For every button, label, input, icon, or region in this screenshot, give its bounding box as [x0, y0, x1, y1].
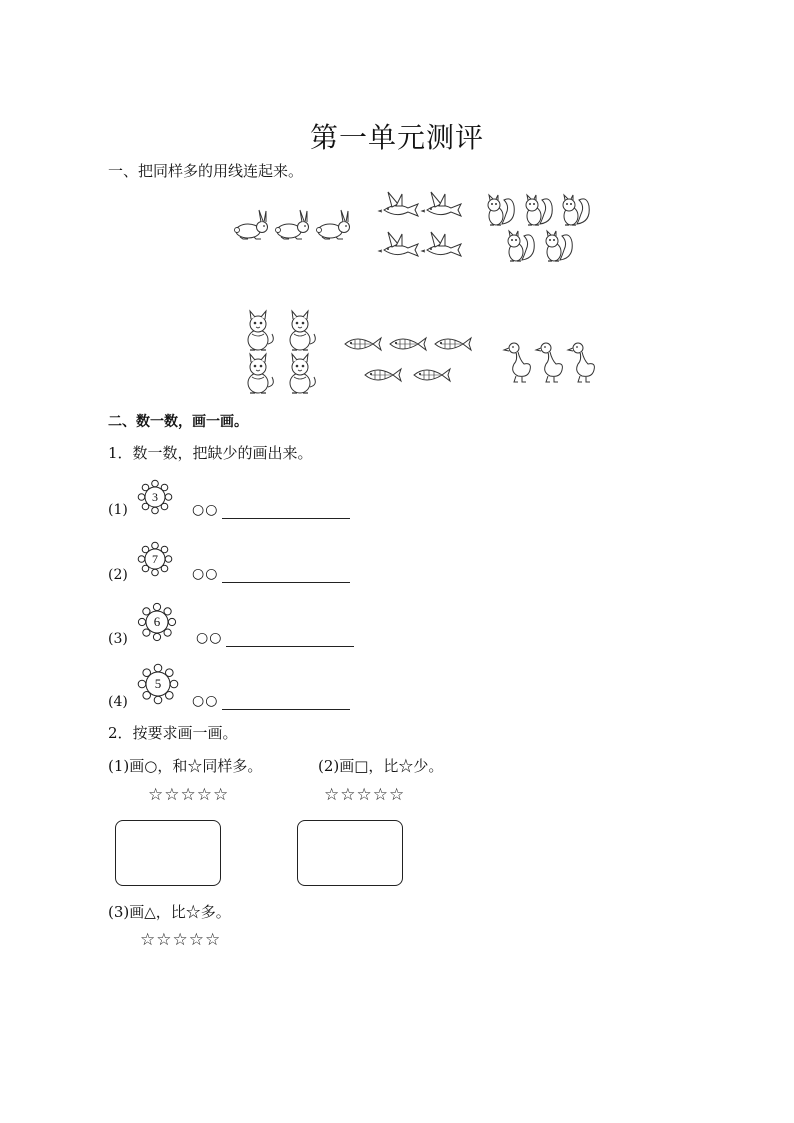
q2-part-1-label: (1)画○，和☆同样多。 — [108, 757, 263, 775]
flower-icon — [138, 664, 178, 704]
flower-number: 3 — [152, 490, 158, 504]
flower-icon — [138, 603, 176, 641]
q1-item-2-label: (2) — [108, 567, 128, 583]
flower-badge — [138, 603, 176, 645]
flower-number: 7 — [152, 552, 158, 566]
page-title: 第一单元测评 — [309, 121, 484, 154]
flower-badge — [138, 480, 172, 518]
stars-row: ☆☆☆☆☆ — [148, 785, 230, 805]
flower-number: 5 — [154, 676, 162, 691]
section1-heading: 一、把同样多的用线连起来。 — [108, 162, 304, 180]
flower-badge — [138, 542, 172, 580]
q2-instruction: 2．按要求画一画。 — [108, 724, 238, 742]
rabbit-group — [235, 210, 350, 239]
squirrel-group — [488, 195, 589, 261]
flower-number: 6 — [153, 614, 161, 629]
cat-group — [248, 311, 315, 393]
q1-item-3-label: (3) — [108, 631, 128, 647]
flower-badge — [138, 664, 178, 708]
drawing-box[interactable] — [297, 820, 403, 886]
given-circles: ○○ — [192, 693, 219, 709]
flower-icon — [138, 480, 172, 514]
answer-line[interactable] — [222, 708, 350, 710]
q1-item-1-label: (1) — [108, 502, 128, 518]
q2-part-2-label: (2)画□，比☆少。 — [318, 757, 444, 775]
drawing-box[interactable] — [115, 820, 221, 886]
q1-item-4-label: (4) — [108, 694, 128, 710]
answer-line[interactable] — [222, 517, 350, 519]
fish-group — [345, 338, 471, 381]
given-circles: ○○ — [192, 502, 219, 518]
bird-group — [379, 192, 461, 256]
stars-row: ☆☆☆☆☆ — [324, 785, 406, 805]
duck-group — [504, 343, 594, 382]
flower-icon — [138, 542, 172, 576]
stars-row: ☆☆☆☆☆ — [140, 930, 222, 950]
q1-instruction: 1．数一数，把缺少的画出来。 — [108, 444, 313, 462]
given-circles: ○○ — [192, 566, 219, 582]
q2-part-3-label: (3)画△，比☆多。 — [108, 903, 231, 921]
answer-line[interactable] — [226, 645, 354, 647]
section2-heading: 二、数一数，画一画。 — [108, 414, 248, 430]
answer-line[interactable] — [222, 581, 350, 583]
animal-illustrations — [0, 0, 794, 410]
given-circles: ○○ — [196, 630, 223, 646]
